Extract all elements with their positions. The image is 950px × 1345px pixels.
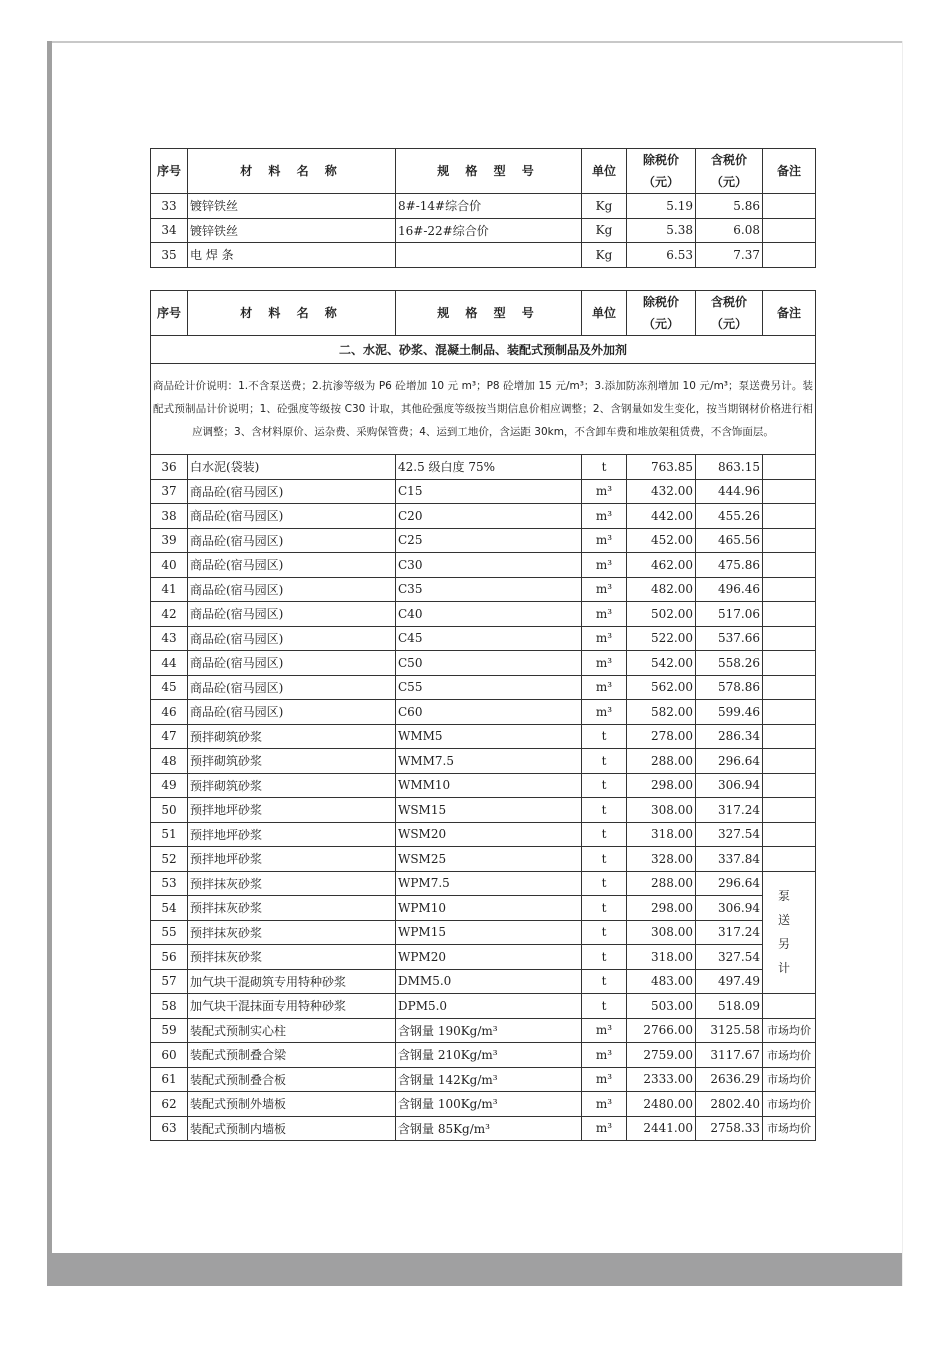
cell-name: 商品砼(宿马园区) xyxy=(188,479,396,504)
cell-no: 61 xyxy=(151,1067,188,1092)
cell-spec: C35 xyxy=(396,577,582,602)
cell-no: 41 xyxy=(151,577,188,602)
cell-tax-incl: 518.09 xyxy=(696,994,763,1019)
cell-tax-incl: 296.64 xyxy=(696,871,763,896)
cell-no: 46 xyxy=(151,700,188,725)
cell-no: 43 xyxy=(151,626,188,651)
cell-spec: WSM15 xyxy=(396,798,582,823)
table-row xyxy=(151,920,816,945)
cell-spec: C40 xyxy=(396,602,582,627)
cell-no: 63 xyxy=(151,1116,188,1141)
cell-no: 42 xyxy=(151,602,188,627)
table-row xyxy=(151,700,816,725)
header-pre-tax xyxy=(627,291,696,336)
cell-pre-tax: 318.00 xyxy=(627,822,696,847)
cell-pre-tax: 442.00 xyxy=(627,504,696,529)
cell-pre-tax: 2333.00 xyxy=(627,1067,696,1092)
cell-unit: m³ xyxy=(582,1043,627,1068)
cell-pre-tax: 318.00 xyxy=(627,945,696,970)
table-row xyxy=(151,724,816,749)
table-row xyxy=(151,479,816,504)
cell-pre-tax: 542.00 xyxy=(627,651,696,676)
cell-no: 60 xyxy=(151,1043,188,1068)
page-frame-left xyxy=(47,41,52,1286)
cell-spec: C60 xyxy=(396,700,582,725)
cell-tax-incl: 465.56 xyxy=(696,528,763,553)
table-row xyxy=(151,626,816,651)
cell-spec: C55 xyxy=(396,675,582,700)
table-row xyxy=(151,194,816,219)
cell-unit: Kg xyxy=(582,194,627,219)
cell-pre-tax: 2759.00 xyxy=(627,1043,696,1068)
cell-name: 加气块干混砌筑专用特种砂浆 xyxy=(188,969,396,994)
cell-pre-tax: 298.00 xyxy=(627,773,696,798)
header-unit: 单位 xyxy=(582,149,627,194)
cell-tax-incl: 455.26 xyxy=(696,504,763,529)
cell-tax-incl: 296.64 xyxy=(696,749,763,774)
cell-spec: 16#-22#综合价 xyxy=(396,218,582,243)
price-table-2 xyxy=(150,290,816,1141)
cell-unit: m³ xyxy=(582,1067,627,1092)
cell-spec xyxy=(396,243,582,268)
cell-spec: WSM20 xyxy=(396,822,582,847)
cell-tax-incl: 2802.40 xyxy=(696,1092,763,1117)
cell-spec: 含钢量 142Kg/m³ xyxy=(396,1067,582,1092)
header-tax-incl xyxy=(696,149,763,194)
price-table-1 xyxy=(150,148,816,268)
header-pre-tax xyxy=(627,149,696,194)
cell-tax-incl: 558.26 xyxy=(696,651,763,676)
cell-spec: WPM20 xyxy=(396,945,582,970)
table-row xyxy=(151,1116,816,1141)
cell-remark xyxy=(763,651,816,676)
cell-tax-incl: 537.66 xyxy=(696,626,763,651)
cell-no: 36 xyxy=(151,455,188,480)
pricing-note: 商品砼计价说明：1.不含泵送费；2.抗渗等级为 P6 砼增加 10 元 m³；P8 砼增加 15 元/m³；3.添加防冻剂增加 10 元/m³；泵送费另计。装配式预制品计价说明；1、砼强度等级按 C30 计取，其他砼强度等级按当期信息价相应调整；2、含钢量如发生变化，按当期钢材价格进行相应调整；3、含材料原价、运杂费、采购保管费；4、运到工地价，含运距 30km，不含卸车费和堆放架租赁费，不含饰面层。 xyxy=(151,364,816,455)
cell-spec: WPM10 xyxy=(396,896,582,921)
cell-unit: t xyxy=(582,969,627,994)
table-row xyxy=(151,504,816,529)
cell-no: 38 xyxy=(151,504,188,529)
cell-name: 预拌地坪砂浆 xyxy=(188,847,396,872)
cell-tax-incl: 317.24 xyxy=(696,920,763,945)
cell-pre-tax: 482.00 xyxy=(627,577,696,602)
cell-no: 54 xyxy=(151,896,188,921)
cell-pre-tax: 483.00 xyxy=(627,969,696,994)
cell-tax-incl: 327.54 xyxy=(696,822,763,847)
cell-name: 白水泥(袋装) xyxy=(188,455,396,480)
cell-tax-incl: 6.08 xyxy=(696,218,763,243)
cell-pre-tax: 328.00 xyxy=(627,847,696,872)
cell-pre-tax: 2480.00 xyxy=(627,1092,696,1117)
table-row xyxy=(151,1092,816,1117)
cell-remark xyxy=(763,626,816,651)
header-remark: 备注 xyxy=(763,149,816,194)
cell-unit: t xyxy=(582,773,627,798)
header-tax-incl-unit: （元） xyxy=(710,317,747,331)
cell-spec: C45 xyxy=(396,626,582,651)
cell-tax-incl: 5.86 xyxy=(696,194,763,219)
table-row xyxy=(151,218,816,243)
cell-name: 加气块干混抹面专用特种砂浆 xyxy=(188,994,396,1019)
cell-no: 35 xyxy=(151,243,188,268)
cell-pre-tax: 562.00 xyxy=(627,675,696,700)
cell-no: 58 xyxy=(151,994,188,1019)
cell-spec: 含钢量 100Kg/m³ xyxy=(396,1092,582,1117)
table-row xyxy=(151,1043,816,1068)
cell-remark xyxy=(763,577,816,602)
cell-no: 39 xyxy=(151,528,188,553)
cell-tax-incl: 863.15 xyxy=(696,455,763,480)
header-remark: 备注 xyxy=(763,291,816,336)
cell-spec: WMM5 xyxy=(396,724,582,749)
cell-no: 51 xyxy=(151,822,188,847)
cell-tax-incl: 599.46 xyxy=(696,700,763,725)
table-row xyxy=(151,945,816,970)
merged-remark: 泵 送 另 计 xyxy=(763,871,816,994)
cell-no: 50 xyxy=(151,798,188,823)
cell-remark xyxy=(763,479,816,504)
cell-tax-incl: 317.24 xyxy=(696,798,763,823)
cell-tax-incl: 2758.33 xyxy=(696,1116,763,1141)
cell-tax-incl: 475.86 xyxy=(696,553,763,578)
cell-spec: WMM10 xyxy=(396,773,582,798)
cell-no: 59 xyxy=(151,1018,188,1043)
cell-remark xyxy=(763,675,816,700)
cell-pre-tax: 763.85 xyxy=(627,455,696,480)
cell-spec: 含钢量 210Kg/m³ xyxy=(396,1043,582,1068)
cell-unit: m³ xyxy=(582,602,627,627)
cell-remark xyxy=(763,194,816,219)
cell-remark xyxy=(763,243,816,268)
cell-name: 镀锌铁丝 xyxy=(188,218,396,243)
table-row xyxy=(151,847,816,872)
table-row xyxy=(151,773,816,798)
table-row xyxy=(151,749,816,774)
cell-name: 预拌砌筑砂浆 xyxy=(188,749,396,774)
header-pre-tax-label: 除税价 xyxy=(642,295,679,309)
cell-spec: WSM25 xyxy=(396,847,582,872)
header-name: 材 料 名 称 xyxy=(188,149,396,194)
cell-spec: DMM5.0 xyxy=(396,969,582,994)
cell-remark xyxy=(763,218,816,243)
cell-unit: m³ xyxy=(582,626,627,651)
cell-name: 商品砼(宿马园区) xyxy=(188,626,396,651)
table-row xyxy=(151,871,816,896)
table-row xyxy=(151,798,816,823)
cell-tax-incl: 578.86 xyxy=(696,675,763,700)
section-title: 二、水泥、砂浆、混凝土制品、装配式预制品及外加剂 xyxy=(151,336,816,364)
header-spec: 规 格 型 号 xyxy=(396,149,582,194)
cell-remark xyxy=(763,773,816,798)
cell-name: 预拌砌筑砂浆 xyxy=(188,773,396,798)
cell-name: 预拌抹灰砂浆 xyxy=(188,896,396,921)
header-tax-incl-label: 含税价 xyxy=(710,153,747,167)
cell-tax-incl: 517.06 xyxy=(696,602,763,627)
cell-unit: m³ xyxy=(582,553,627,578)
cell-pre-tax: 278.00 xyxy=(627,724,696,749)
cell-pre-tax: 2441.00 xyxy=(627,1116,696,1141)
cell-pre-tax: 452.00 xyxy=(627,528,696,553)
cell-no: 47 xyxy=(151,724,188,749)
cell-no: 44 xyxy=(151,651,188,676)
header-row xyxy=(151,149,816,194)
cell-remark xyxy=(763,847,816,872)
cell-name: 商品砼(宿马园区) xyxy=(188,675,396,700)
cell-pre-tax: 5.38 xyxy=(627,218,696,243)
cell-pre-tax: 462.00 xyxy=(627,553,696,578)
cell-no: 55 xyxy=(151,920,188,945)
header-no: 序号 xyxy=(151,149,188,194)
cell-remark xyxy=(763,504,816,529)
cell-name: 装配式预制叠合梁 xyxy=(188,1043,396,1068)
cell-tax-incl: 337.84 xyxy=(696,847,763,872)
header-pre-tax-label: 除税价 xyxy=(642,153,679,167)
cell-spec: WPM7.5 xyxy=(396,871,582,896)
cell-unit: m³ xyxy=(582,577,627,602)
cell-pre-tax: 582.00 xyxy=(627,700,696,725)
cell-remark xyxy=(763,528,816,553)
cell-unit: t xyxy=(582,945,627,970)
cell-name: 商品砼(宿马园区) xyxy=(188,553,396,578)
cell-no: 57 xyxy=(151,969,188,994)
cell-pre-tax: 308.00 xyxy=(627,920,696,945)
table-row xyxy=(151,994,816,1019)
cell-no: 52 xyxy=(151,847,188,872)
table-row xyxy=(151,651,816,676)
table-row xyxy=(151,243,816,268)
cell-pre-tax: 6.53 xyxy=(627,243,696,268)
cell-remark xyxy=(763,994,816,1019)
cell-remark: 市场均价 xyxy=(763,1092,816,1117)
cell-tax-incl: 327.54 xyxy=(696,945,763,970)
cell-unit: m³ xyxy=(582,528,627,553)
table-row xyxy=(151,1018,816,1043)
header-spec: 规 格 型 号 xyxy=(396,291,582,336)
cell-tax-incl: 306.94 xyxy=(696,896,763,921)
cell-spec: WPM15 xyxy=(396,920,582,945)
cell-name: 商品砼(宿马园区) xyxy=(188,651,396,676)
header-pre-tax-unit: （元） xyxy=(642,317,679,331)
header-row xyxy=(151,291,816,336)
header-name: 材 料 名 称 xyxy=(188,291,396,336)
cell-remark xyxy=(763,749,816,774)
cell-pre-tax: 288.00 xyxy=(627,749,696,774)
cell-name: 装配式预制叠合板 xyxy=(188,1067,396,1092)
cell-unit: m³ xyxy=(582,479,627,504)
cell-pre-tax: 503.00 xyxy=(627,994,696,1019)
cell-tax-incl: 7.37 xyxy=(696,243,763,268)
table-row xyxy=(151,602,816,627)
cell-name: 电 焊 条 xyxy=(188,243,396,268)
cell-pre-tax: 288.00 xyxy=(627,871,696,896)
cell-unit: t xyxy=(582,724,627,749)
cell-tax-incl: 286.34 xyxy=(696,724,763,749)
cell-pre-tax: 2766.00 xyxy=(627,1018,696,1043)
cell-unit: m³ xyxy=(582,1092,627,1117)
cell-no: 49 xyxy=(151,773,188,798)
cell-no: 45 xyxy=(151,675,188,700)
cell-unit: t xyxy=(582,455,627,480)
cell-unit: t xyxy=(582,798,627,823)
cell-remark: 市场均价 xyxy=(763,1067,816,1092)
cell-spec: WMM7.5 xyxy=(396,749,582,774)
cell-spec: C25 xyxy=(396,528,582,553)
cell-pre-tax: 432.00 xyxy=(627,479,696,504)
cell-no: 40 xyxy=(151,553,188,578)
cell-name: 镀锌铁丝 xyxy=(188,194,396,219)
cell-remark xyxy=(763,724,816,749)
cell-spec: 42.5 级白度 75% xyxy=(396,455,582,480)
cell-name: 商品砼(宿马园区) xyxy=(188,577,396,602)
cell-remark xyxy=(763,798,816,823)
cell-name: 预拌抹灰砂浆 xyxy=(188,871,396,896)
cell-pre-tax: 298.00 xyxy=(627,896,696,921)
table-row xyxy=(151,1067,816,1092)
cell-remark: 市场均价 xyxy=(763,1018,816,1043)
cell-name: 预拌地坪砂浆 xyxy=(188,822,396,847)
cell-spec: C15 xyxy=(396,479,582,504)
cell-name: 装配式预制内墙板 xyxy=(188,1116,396,1141)
cell-unit: m³ xyxy=(582,700,627,725)
cell-pre-tax: 308.00 xyxy=(627,798,696,823)
cell-remark xyxy=(763,822,816,847)
page-frame-bottom xyxy=(47,1253,902,1286)
cell-tax-incl: 3117.67 xyxy=(696,1043,763,1068)
header-tax-incl-unit: （元） xyxy=(710,175,747,189)
cell-no: 62 xyxy=(151,1092,188,1117)
cell-tax-incl: 496.46 xyxy=(696,577,763,602)
cell-name: 预拌抹灰砂浆 xyxy=(188,920,396,945)
table-row xyxy=(151,455,816,480)
cell-tax-incl: 306.94 xyxy=(696,773,763,798)
table-row xyxy=(151,822,816,847)
table-row xyxy=(151,528,816,553)
cell-unit: Kg xyxy=(582,243,627,268)
cell-no: 37 xyxy=(151,479,188,504)
cell-remark xyxy=(763,553,816,578)
cell-tax-incl: 2636.29 xyxy=(696,1067,763,1092)
cell-unit: m³ xyxy=(582,1116,627,1141)
cell-no: 33 xyxy=(151,194,188,219)
cell-unit: m³ xyxy=(582,675,627,700)
cell-tax-incl: 444.96 xyxy=(696,479,763,504)
cell-spec: C50 xyxy=(396,651,582,676)
cell-name: 商品砼(宿马园区) xyxy=(188,602,396,627)
cell-unit: m³ xyxy=(582,1018,627,1043)
table-row xyxy=(151,675,816,700)
cell-unit: t xyxy=(582,896,627,921)
cell-unit: t xyxy=(582,994,627,1019)
cell-name: 商品砼(宿马园区) xyxy=(188,528,396,553)
cell-remark xyxy=(763,602,816,627)
cell-remark xyxy=(763,700,816,725)
header-tax-incl-label: 含税价 xyxy=(710,295,747,309)
cell-no: 56 xyxy=(151,945,188,970)
header-tax-incl xyxy=(696,291,763,336)
cell-unit: t xyxy=(582,871,627,896)
cell-unit: m³ xyxy=(582,651,627,676)
cell-pre-tax: 5.19 xyxy=(627,194,696,219)
cell-name: 商品砼(宿马园区) xyxy=(188,504,396,529)
cell-unit: t xyxy=(582,920,627,945)
cell-tax-incl: 3125.58 xyxy=(696,1018,763,1043)
cell-tax-incl: 497.49 xyxy=(696,969,763,994)
cell-pre-tax: 502.00 xyxy=(627,602,696,627)
cell-remark: 市场均价 xyxy=(763,1116,816,1141)
cell-name: 预拌抹灰砂浆 xyxy=(188,945,396,970)
cell-spec: 8#-14#综合价 xyxy=(396,194,582,219)
table-row xyxy=(151,553,816,578)
header-pre-tax-unit: （元） xyxy=(642,175,679,189)
cell-unit: m³ xyxy=(582,504,627,529)
cell-spec: C30 xyxy=(396,553,582,578)
cell-name: 预拌砌筑砂浆 xyxy=(188,724,396,749)
cell-remark: 市场均价 xyxy=(763,1043,816,1068)
cell-no: 53 xyxy=(151,871,188,896)
page-frame-top xyxy=(47,41,902,43)
cell-name: 装配式预制实心柱 xyxy=(188,1018,396,1043)
header-no: 序号 xyxy=(151,291,188,336)
page-frame-right xyxy=(902,41,903,1286)
cell-unit: t xyxy=(582,749,627,774)
header-unit: 单位 xyxy=(582,291,627,336)
cell-unit: t xyxy=(582,822,627,847)
table-row xyxy=(151,969,816,994)
cell-name: 装配式预制外墙板 xyxy=(188,1092,396,1117)
cell-pre-tax: 522.00 xyxy=(627,626,696,651)
cell-spec: C20 xyxy=(396,504,582,529)
cell-spec: 含钢量 85Kg/m³ xyxy=(396,1116,582,1141)
table-row xyxy=(151,896,816,921)
cell-name: 预拌地坪砂浆 xyxy=(188,798,396,823)
cell-spec: 含钢量 190Kg/m³ xyxy=(396,1018,582,1043)
cell-no: 48 xyxy=(151,749,188,774)
cell-spec: DPM5.0 xyxy=(396,994,582,1019)
cell-no: 34 xyxy=(151,218,188,243)
cell-remark xyxy=(763,455,816,480)
cell-name: 商品砼(宿马园区) xyxy=(188,700,396,725)
table-row xyxy=(151,577,816,602)
cell-unit: t xyxy=(582,847,627,872)
cell-unit: Kg xyxy=(582,218,627,243)
